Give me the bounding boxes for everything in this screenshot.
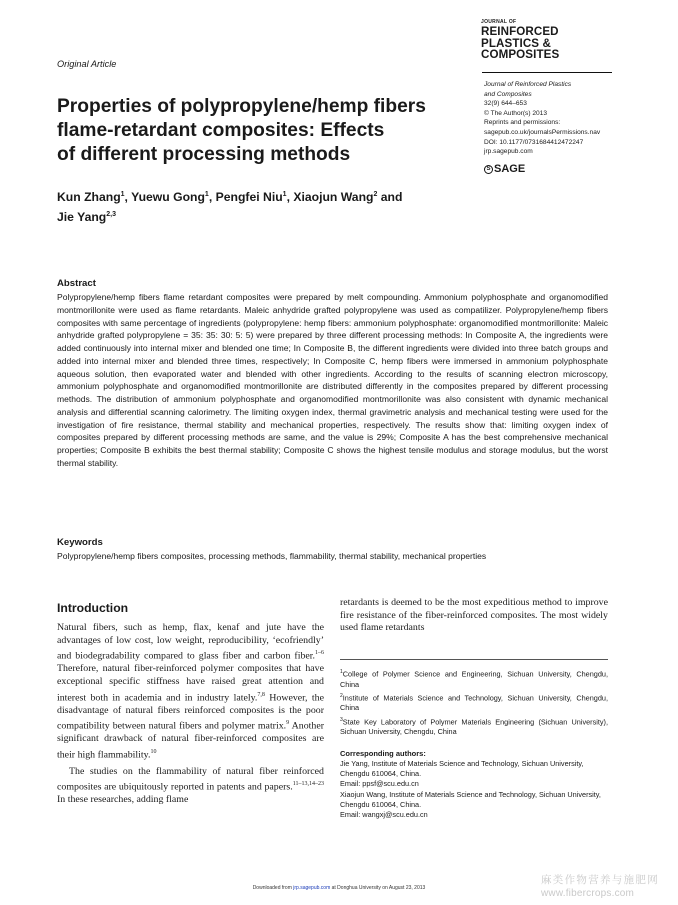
paragraph-text: In these researches, adding flame [57,794,189,806]
download-prefix: Downloaded from [252,885,294,891]
citation-ref[interactable]: 10 [150,748,157,755]
doi[interactable]: DOI: 10.1177/0731684412472247 [484,138,584,146]
introduction-left-column [57,622,324,807]
journal-logo-of: JOURNAL OF [481,19,517,25]
journal-metadata [484,80,654,157]
site-watermark [541,872,676,898]
paragraph-text: However, the disadvantage of natural fibers reinforced composites is the poor compatibility between natural fibers and polymer matrix. [57,691,324,732]
author-affil-ref: 1 [204,191,209,198]
paragraph [57,622,324,762]
footnote-divider [340,659,608,660]
author-affil-ref: 2 [373,191,378,198]
author-name: Pengfei Niu [215,190,283,205]
affiliation-number: 2 [340,692,343,699]
watermark-chinese-text: 麻类作物营养与施肥网 [541,874,659,886]
article-type: Original Article [57,59,117,69]
affiliation-text: State Key Laboratory of Polymer Materials Engineering (Sichuan University), Sichuan University, Chengdu, China [340,717,608,737]
keywords-text: Polypropylene/hemp fibers composites, processing methods, flammability, thermal stability, mechanical properties [57,551,487,561]
journal-logo-line: COMPOSITES [481,48,560,61]
abstract-heading: Abstract [57,278,96,289]
author-conjunction: and [380,190,403,205]
author-affil-ref: 2,3 [106,211,116,219]
affiliation-item [340,715,608,738]
volume-pages: 32(9) 644–653 [484,100,527,108]
author-affil-ref: 1 [120,191,125,198]
affiliation-text: Institute of Materials Science and Technology, Sichuan University, Chengdu, China [340,693,608,713]
corresponding-email[interactable]: Email: wangxj@scu.edu.cn [340,810,428,820]
affiliation-number: 3 [340,716,343,723]
affiliations [340,667,608,738]
affiliation-text: College of Polymer Science and Engineering, Sichuan University, Chengdu, China [340,669,608,689]
journal-name-line: Journal of Reinforced Plastics [484,81,572,88]
paragraph-text: Therefore, natural fiber-reinforced polymer composites that have exceptional specific stiffness have raised great attention and interest both in academia and in industry lately. [57,663,324,703]
citation-ref[interactable]: 11–13,14–23 [292,781,324,788]
paragraph [57,766,324,807]
introduction-heading: Introduction [57,601,129,615]
journal-website-link[interactable]: jrp.sagepub.com [484,148,533,156]
affiliation-number: 1 [340,669,343,675]
affiliation-item [340,667,608,690]
journal-logo [481,20,611,61]
corresponding-authors [340,759,608,820]
journal-logo-line: PLASTICS & [481,36,551,50]
abstract-text: Polypropylene/hemp fibers flame retardant composites were prepared by melt compounding. Ammonium polyphosphate and organomodified montmorillonite were used as flame retardants. Maleic anhydride grafted polypropylene was used as compatilizer. Polypropylene/hemp fibers composites with same percentage of ingredients (polypropylene: hemp fibers: ammonium polyphosphate: organomodified montmorillonite: Maleic anhydride grafted polypropylene = 35: 35: 30: 5: 5) were prepared by three different processing methods: In Composite A, the ingredients were added continuously into internal mixer and blended one time; In Composite B, the different ingredients were divided into three batch groups and added into internal mixer and blended three times, respectively; In Composite C, hemp fibers were immersed in ammonium polyphosphate aqueous solution, then evaporated water and blended with other ingredients. According to the results of scanning electron microscopy, ammonium polyphosphate and organomodified montmorillonite are distributed differently in the composites prepared by different processing methods. The distribution of ammonium polyphosphate and organomodified montmorillonite was also consistent with dynamic mechanical analysis and differential scanning calorimetry. The limiting oxygen index, thermal gravimetric analysis and mechanical testing were used for the investigation of fire resistance, thermal stability and mechanical properties, respectively. The results show that: limiting oxygen index of composites prepared by different processing methods are same, and the value is 29%; Composite A has the best comprehensive mechanical properties; Composite B exhibits the best thermal stability; Composite C shows the highest tensile modulus and storage modulus, but the worst thermal stability. [57,292,608,468]
download-source-link[interactable]: jrp.sagepub.com [293,885,331,891]
corresponding-address: Jie Yang, Institute of Materials Science and Technology, Sichuan University, Chengdu 610064, China. [340,759,584,779]
citation-ref[interactable]: 9 [286,720,290,727]
article-title [57,95,467,167]
sage-mark-icon: S [484,165,493,174]
citation-ref[interactable]: 1–6 [315,650,324,657]
corresponding-authors-heading: Corresponding authors: [340,749,426,758]
title-line: of different processing methods [57,144,351,165]
affiliation-item [340,691,608,714]
journal-name-line: and Composites [484,90,532,98]
download-suffix: at Donghua University on August 23, 2013 [330,885,426,891]
publisher-name: SAGE [494,163,526,175]
author-name: Xiaojun Wang [293,190,374,205]
paragraph-text: Another significant drawback of natural fiber-reinforced composites are their high flammability. [57,720,324,761]
journal-logo-line: REINFORCED [481,25,559,38]
title-line: Properties of polypropylene/hemp fibers [57,96,426,117]
author-affil-ref: 1 [282,191,287,198]
keywords-heading: Keywords [57,537,103,548]
author-name: Kun Zhang [57,190,121,205]
paragraph-text: The studies on the flammability of natural fiber reinforced composites are ubiquitously reported in patents and papers. [57,765,324,793]
author-name: Yuewu Gong [131,190,205,205]
paragraph-text: Natural fibers, such as hemp, flax, kenaf and jute have the advantages of low cost, low weight, reproducibility, ‘ecofriendly’ and biodegradability compared to glass fiber and carbon fiber. [57,622,324,662]
author-name: Jie Yang [57,210,107,225]
introduction-right-column: retardants is deemed to be the most expeditious method to improve fire resistance of the fiber-reinforced composites. The most widely used flame retardants [340,597,608,634]
reprints-label: Reprints and permissions: [484,119,561,127]
permissions-link[interactable]: sagepub.co.uk/journalsPermissions.nav [484,128,601,136]
copyright: © The Author(s) 2013 [484,109,548,117]
title-line: flame-retardant composites: Effects [57,120,385,141]
sage-publisher-logo [484,163,525,175]
masthead-divider [482,72,612,73]
corresponding-email[interactable]: Email: ppsf@scu.edu.cn [340,779,419,789]
corresponding-address: Xiaojun Wang, Institute of Materials Science and Technology, Sichuan University, Chengdu 610064, China. [340,789,601,809]
citation-ref[interactable]: 7,8 [257,691,265,698]
watermark-url: www.fibercrops.com [541,888,635,899]
author-list: Kun Zhang$^1$, Yuewu Gong$^1$, Pengfei Niu$^1$, Xiaojun Wang$^2$ and Jie Yang$^{2,3}$ [57,190,403,225]
